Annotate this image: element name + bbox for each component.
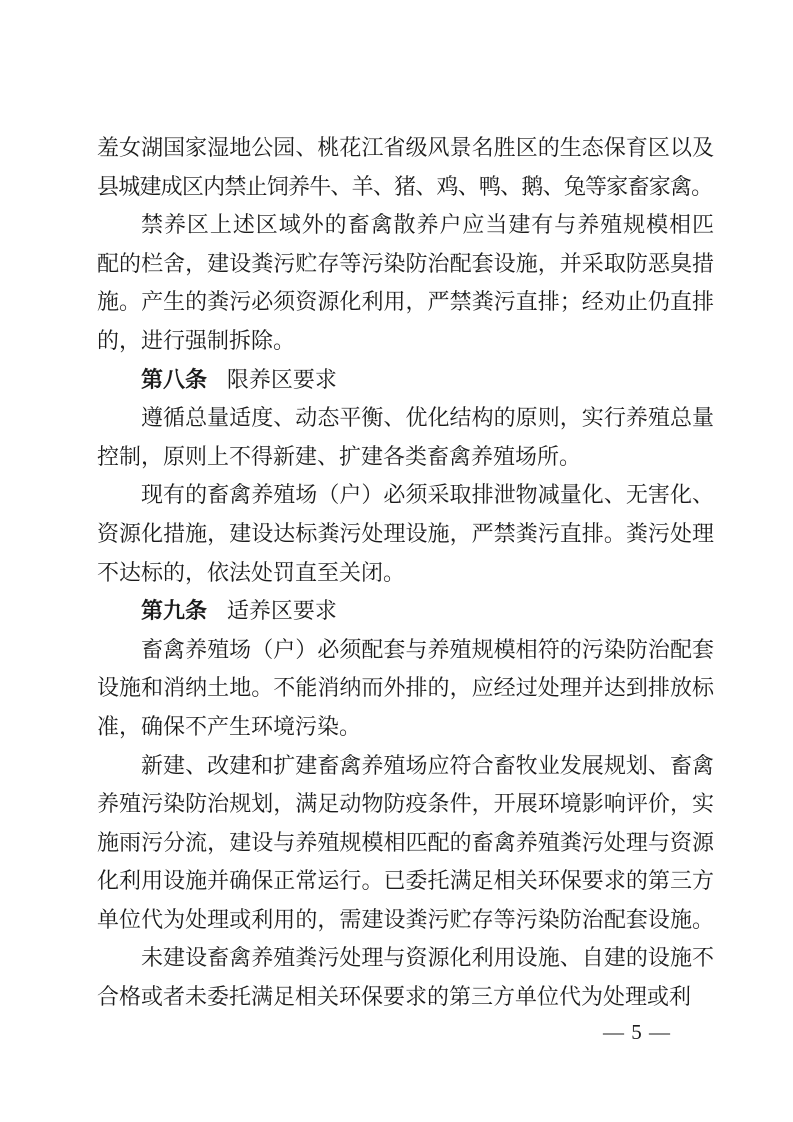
text-line: 禁养区上述区域外的畜禽散养户应当建有与养殖规模相匹 [141,212,714,238]
text-line: 设施和消纳土地。不能消纳而外排的，应经过处理并达到排放标 [97,675,714,701]
text-line: 资源化措施，建设达标粪污处理设施，严禁粪污直排。粪污处理 [97,520,714,546]
text-line: 合格或者未委托满足相关环保要求的第三方单位代为处理或利 [97,984,692,1010]
article-title: 限养区要求 [226,366,337,392]
text-line: 化利用设施并确保正常运行。已委托满足相关环保要求的第三方 [97,868,714,894]
text-line: 遵循总量适度、动态平衡、优化结构的原则，实行养殖总量 [141,405,714,431]
text-line: 控制，原则上不得新建、扩建各类畜禽养殖场所。 [97,443,582,469]
article-heading [97,592,714,631]
article-number: 第九条 [141,598,208,624]
text-line: 施雨污分流，建设与养殖规模相匹配的畜禽养殖粪污处理与资源 [97,829,714,855]
text-line: 未建设畜禽养殖粪污处理与资源化利用设施、自建的设施不 [141,945,714,971]
text-line: 羞女湖国家湿地公园、桃花江省级风景名胜区的生态保育区以及 [97,135,714,160]
page-number: — 5 — [603,1020,671,1044]
article-number: 第八条 [141,366,208,392]
document-body [97,129,714,1017]
text-line: 新建、改建和扩建畜禽养殖场应符合畜牧业发展规划、畜禽 [141,752,714,778]
text-line: 配的栏舍，建设粪污贮存等污染防治配套设施，并采取防恶臭措 [97,250,714,276]
article-title: 适养区要求 [226,598,337,624]
text-line: 养殖污染防治规划，满足动物防疫条件，开展环境影响评价，实 [97,791,714,817]
text-line: 的，进行强制拆除。 [97,327,296,353]
text-line: 准，确保不产生环境污染。 [97,713,362,739]
text-line: 县城建成区内禁止饲养牛、羊、猪、鸡、鸭、鹅、兔等家畜家禽。 [97,173,713,199]
text-line: 现有的畜禽养殖场（户）必须采取排泄物减量化、无害化、 [141,482,714,508]
article-heading [97,361,714,400]
text-line: 不达标的，依法处罚直至关闭。 [97,559,406,585]
text-line: 单位代为处理或利用的，需建设粪污贮存等污染防治配套设施。 [97,906,714,932]
text-line: 畜禽养殖场（户）必须配套与养殖规模相符的污染防治配套 [141,636,714,662]
text-line: 施。产生的粪污必须资源化利用，严禁粪污直排；经劝止仍直排 [97,289,714,315]
